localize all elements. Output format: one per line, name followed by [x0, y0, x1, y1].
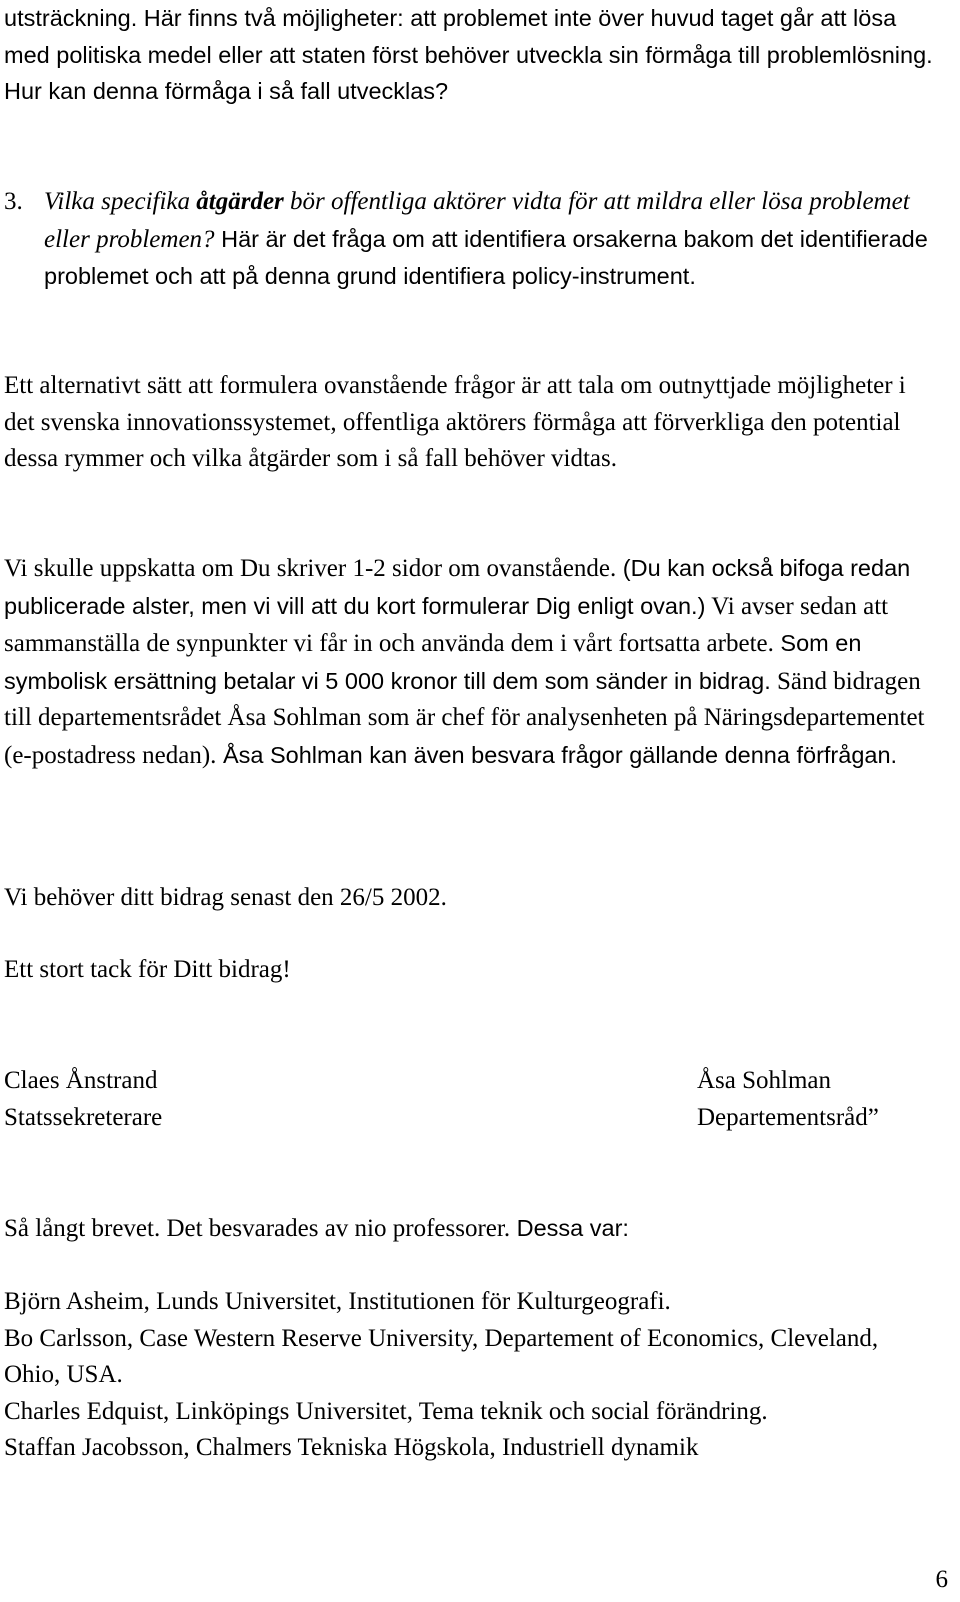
request-text-2: (Du kan också bifoga redan publicerade alster, men vi vill att du kort formulerar Dig enligt ovan.): [4, 555, 911, 619]
professor-item: Staffan Jacobsson, Chalmers Tekniska Högskola, Industriell dynamik: [4, 1434, 699, 1461]
question-text-1: Vilka specifika: [44, 188, 197, 215]
request-text-4: Som en symbolisk ersättning betalar vi 5 000 kronor till dem som sänder in bidrag.: [4, 630, 862, 694]
deadline: Vi behöver ditt bidrag senast den 26/5 2002.: [4, 884, 447, 911]
signature-right-title: Departementsråd”: [697, 1103, 879, 1131]
after-letter-text-2: Dessa var:: [510, 1215, 629, 1241]
question-text-2: bör offentliga aktörer vidta för att mildra eller lösa problemet eller problemen?: [44, 188, 910, 253]
list-number-3: 3.: [4, 188, 23, 215]
request-text-3: Vi avser sedan att sammanställa de synpunkter vi får in och använda dem i vårt fortsatta arbete.: [4, 592, 889, 657]
professor-item: Charles Edquist, Linköpings Universitet, Tema teknik och social förändring.: [4, 1397, 768, 1425]
page-number: 6: [935, 1566, 948, 1593]
signature-right-name: Åsa Sohlman: [697, 1067, 832, 1094]
question-explanation: Här är det fråga om att identifiera orsakerna bakom det identifierade problemet och att på denna grund identifiera policy-instrument.: [44, 225, 928, 289]
request-text-1: Vi skulle uppskatta om Du skriver 1-2 sidor om ovanstående.: [4, 555, 617, 582]
request-text-6: Åsa Sohlman kan även besvara frågor gällande denna förfrågan.: [216, 741, 898, 768]
professor-item: Bo Carlsson, Case Western Reserve University, Departement of Economics, Cleveland, Ohio, USA.: [4, 1324, 879, 1388]
signature-right: [697, 1063, 879, 1136]
signature-left-title: Statssekreterare: [4, 1103, 163, 1131]
thanks: Ett stort tack för Ditt bidrag!: [4, 956, 291, 983]
paragraph-alternative: Ett alternativt sätt att formulera ovanstående frågor är att tala om outnyttjade möjligheter i det svenska innovationssystemet, offentliga aktörers förmåga att förverkliga den potential dessa rymmer och vilka åtgärder som i så fall behöver vidtas.: [4, 372, 906, 472]
paragraph-request: [4, 550, 934, 774]
signature-left: [4, 1063, 162, 1136]
signature-left-name: Claes Ånstrand: [4, 1067, 158, 1094]
paragraph-top: utsträckning. Här finns två möjligheter: att problemet inte över huvud taget går att lösa med politiska medel eller att staten först behöver utveckla sin förmåga till problemlösning. Hur kan denna förmåga i så fall utvecklas?: [4, 5, 933, 104]
list-item-3: [44, 184, 934, 296]
professor-item: Björn Asheim, Lunds Universitet, Institutionen för Kulturgeografi.: [4, 1288, 671, 1315]
after-letter-text: Så långt brevet. Det besvarades av nio professorer.: [4, 1215, 511, 1242]
professor-list: [4, 1284, 934, 1467]
after-letter: [4, 1210, 934, 1248]
question-bold-word: åtgärder: [196, 188, 284, 215]
request-text-5: Sänd bidragen till departementsrådet Åsa Sohlman som är chef för analysenheten på Näringsdepartementet (e-postadress nedan).: [4, 667, 925, 769]
